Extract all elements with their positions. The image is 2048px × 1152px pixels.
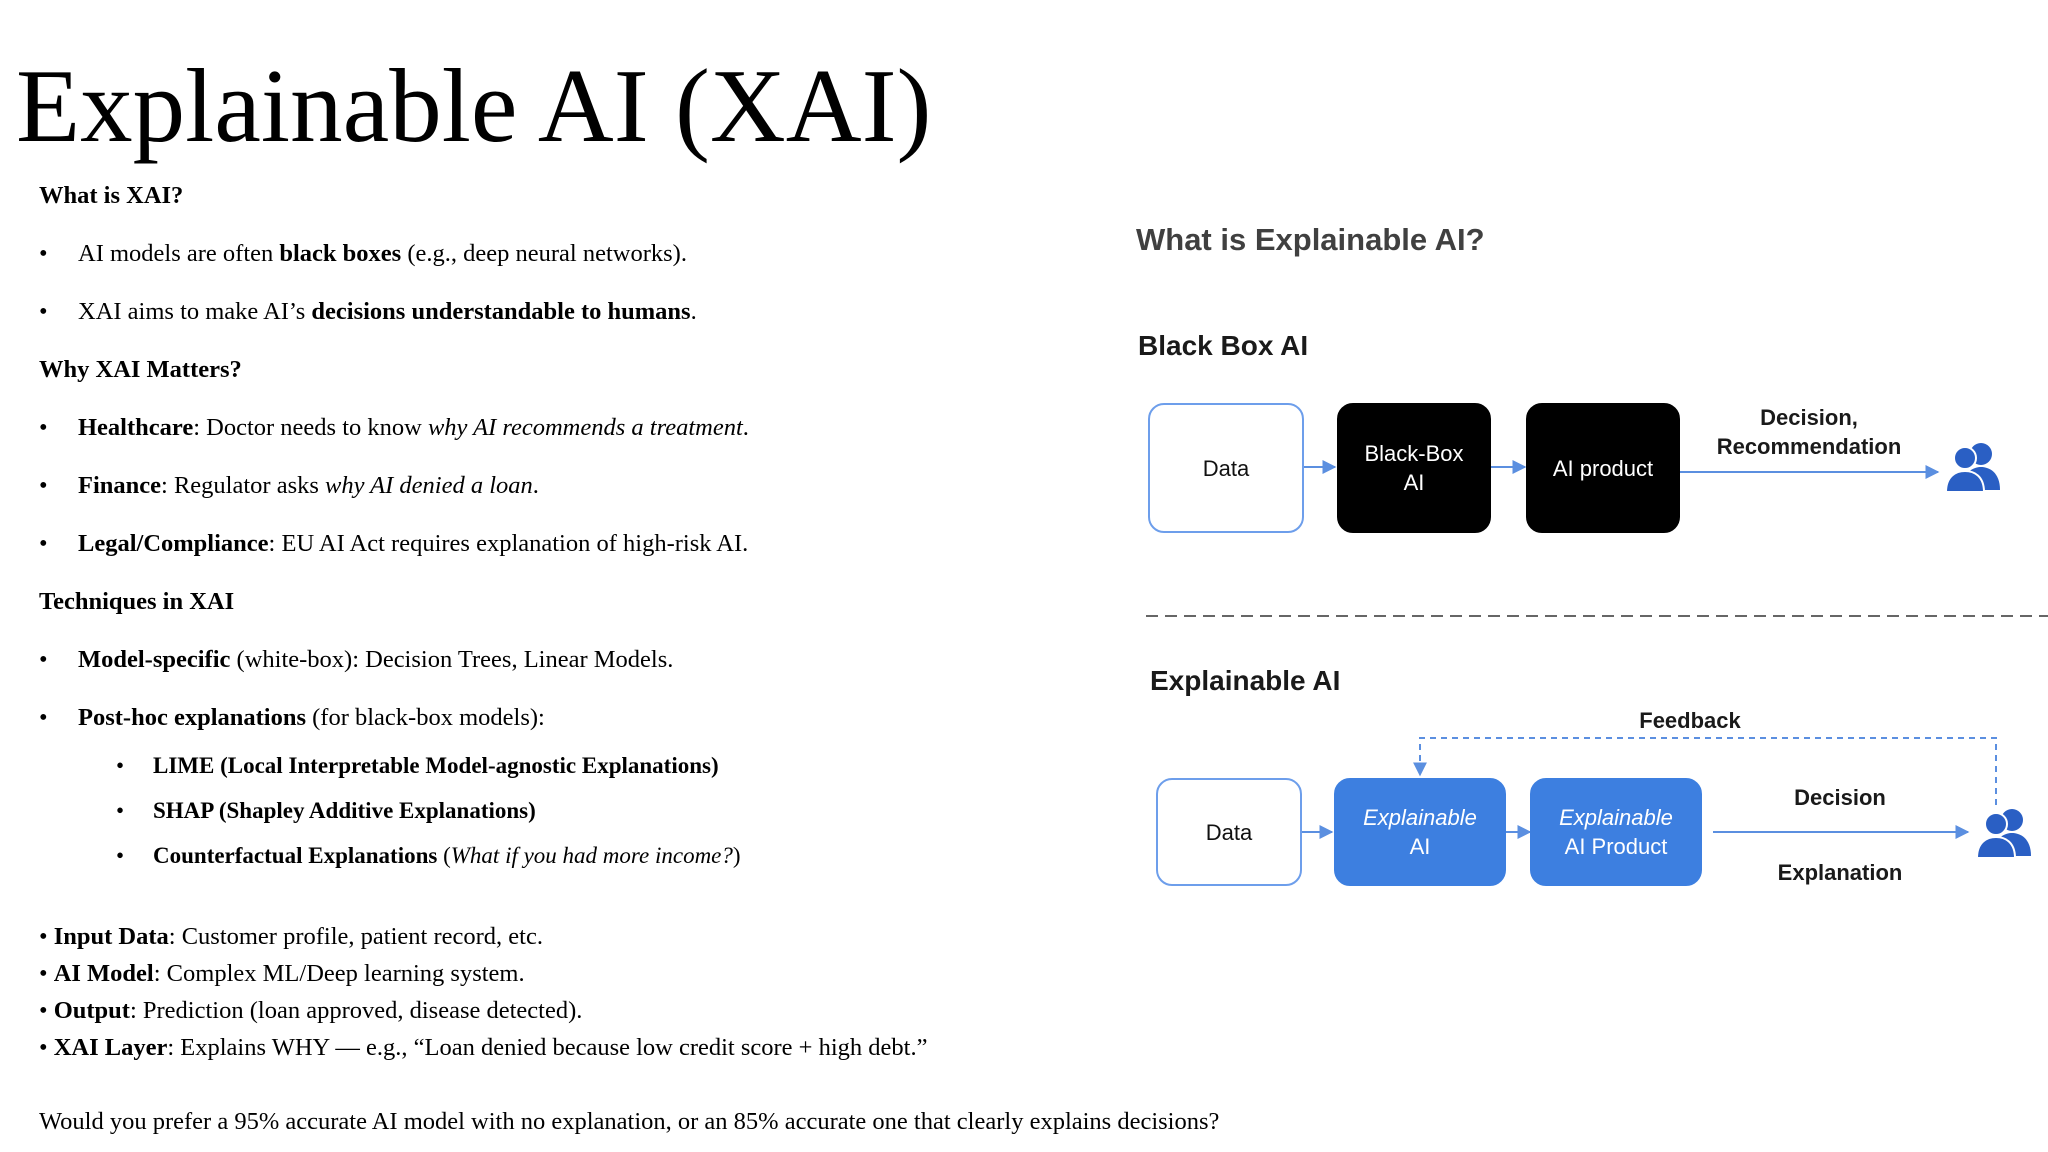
label-explanation: Explanation: [1777, 860, 1903, 885]
users-icon: [1974, 806, 2034, 858]
bullet-dot: •: [116, 798, 125, 823]
box-ai-product: AI product: [1526, 403, 1680, 533]
section-explainable-ai: Explainable AI: [1150, 665, 1341, 696]
diagram-title: What is Explainable AI?: [1136, 222, 1485, 257]
heading-why: Why XAI Matters?: [39, 356, 242, 383]
heading-techniques: Techniques in XAI: [39, 588, 235, 615]
summary-xai-layer: • XAI Layer: Explains WHY — e.g., “Loan denied because low credit score + high debt.”: [39, 1034, 928, 1061]
bullet-dot: •: [39, 298, 48, 325]
summary-output: • Output: Prediction (loan approved, disease detected).: [39, 997, 583, 1024]
bullet-dot: •: [39, 240, 48, 267]
box-data-xai: Data: [1156, 778, 1302, 886]
box-data-blackbox: Data: [1148, 403, 1304, 533]
xai-diagram: [1120, 200, 2048, 920]
box-explainable-ai: Explainable AI: [1334, 778, 1506, 886]
summary-ai-model: • AI Model: Complex ML/Deep learning system.: [39, 960, 525, 987]
label-decision: Decision: [1794, 785, 1886, 810]
section-black-box: Black Box AI: [1138, 330, 1309, 361]
summary-input-data: • Input Data: Customer profile, patient record, etc.: [39, 923, 543, 950]
bullet-dot: •: [39, 472, 48, 499]
page-title: Explainable AI (XAI): [16, 47, 932, 164]
box-explainable-product: Explainable AI Product: [1530, 778, 1702, 886]
bullet-dot: •: [39, 530, 48, 557]
box-blackbox-ai: Black-Box AI: [1337, 403, 1491, 533]
bullet-dot: •: [39, 646, 48, 673]
bullet-dot: •: [116, 753, 125, 778]
label-feedback: Feedback: [1639, 708, 1741, 733]
bullet-dot: •: [39, 414, 48, 441]
bullet-dot: •: [116, 843, 125, 868]
discussion-question: Would you prefer a 95% accurate AI model with no explanation, or an 85% accurate one that clearly explains decisions?: [39, 1108, 1220, 1135]
label-decision-recommendation: Decision, Recommendation: [1716, 405, 1902, 459]
bullet-dot: •: [39, 704, 48, 731]
heading-what: What is XAI?: [39, 182, 184, 209]
users-icon: [1943, 440, 2003, 492]
